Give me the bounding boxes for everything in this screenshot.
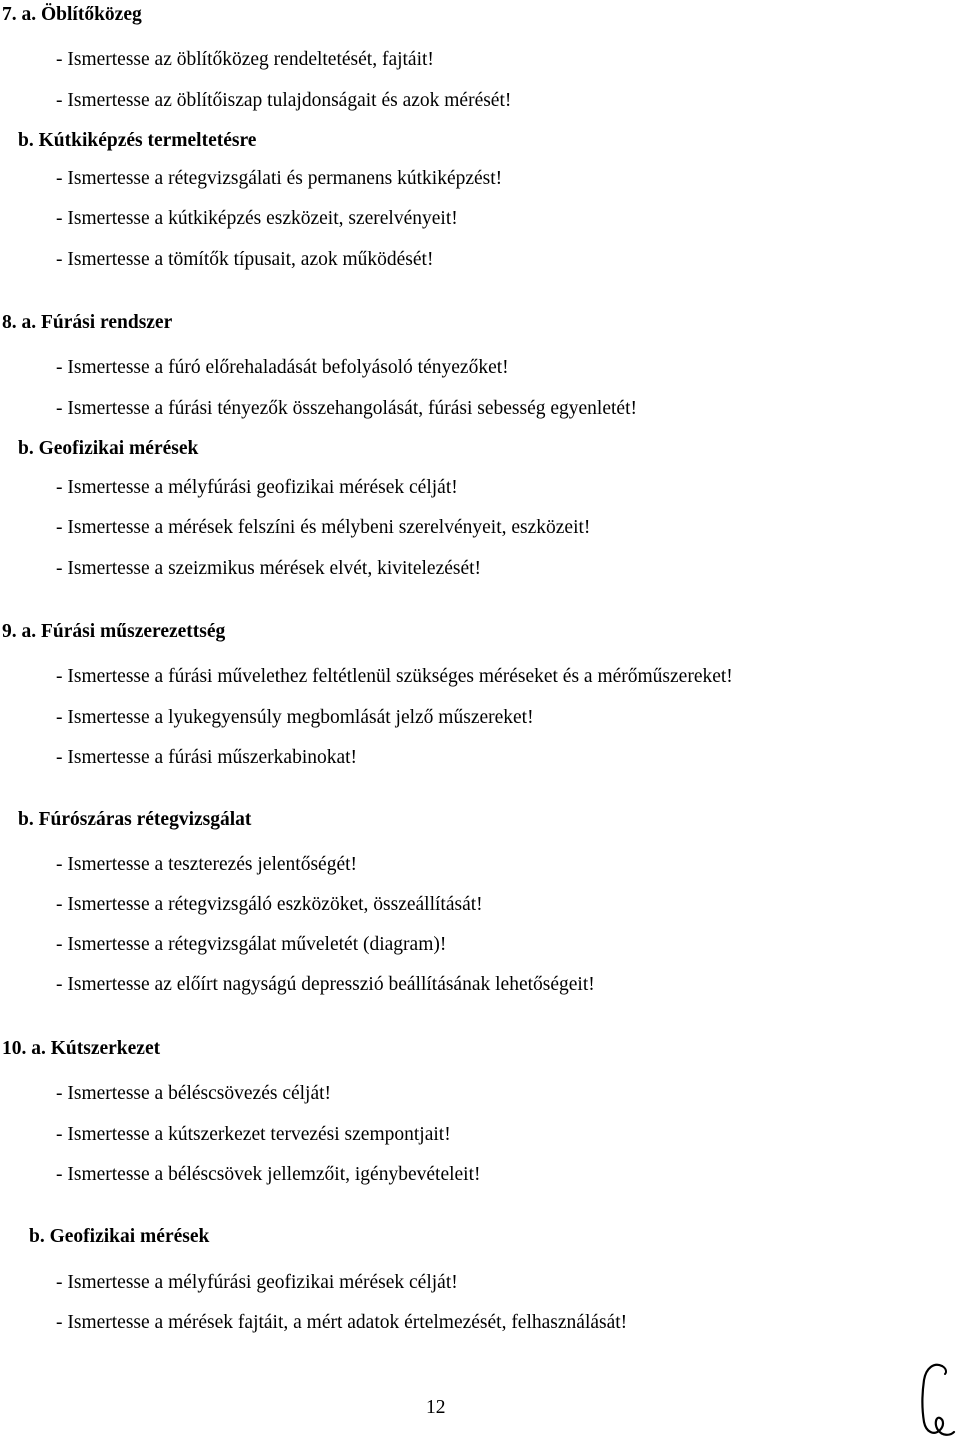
list-item: - Ismertesse a béléscsövezés célját! [56,1083,332,1104]
list-item: - Ismertesse a mérések fajtáit, a mért adatok értelmezését, felhasználását! [56,1312,628,1333]
list-item: - Ismertesse a rétegvizsgáló eszközöket, összeállítását! [56,894,483,915]
list-item: - Ismertesse a kútkiképzés eszközeit, szerelvényeit! [56,208,458,229]
section-heading-9b: b. Fúrószáras rétegvizsgálat [18,809,252,830]
list-item: - Ismertesse a lyukegyensúly megbomlását jelző műszereket! [56,707,534,728]
list-item: - Ismertesse az öblítőiszap tulajdonságait és azok mérését! [56,90,512,111]
section-heading-7b: b. Kútkiképzés termeltetésre [18,130,257,151]
list-item: - Ismertesse a mélyfúrási geofizikai mérések célját! [56,477,458,498]
list-item: - Ismertesse a teszterezés jelentőségét! [56,854,358,875]
section-heading-10b: b. Geofizikai mérések [29,1226,210,1247]
list-item: - Ismertesse a fúrási művelethez feltétlenül szükséges méréseket és a mérőműszereket! [56,666,733,687]
page-number: 12 [426,1397,446,1418]
list-item: - Ismertesse a mérések felszíni és mélybeni szerelvényeit, eszközeit! [56,517,591,538]
list-item: - Ismertesse a béléscsövek jellemzőit, igénybevételeit! [56,1164,481,1185]
list-item: - Ismertesse a tömítők típusait, azok működését! [56,249,434,270]
list-item: - Ismertesse a fúrási műszerkabinokat! [56,747,358,768]
section-heading-7a: 7. a. Öblítőközeg [2,4,142,25]
list-item: - Ismertesse az öblítőközeg rendeltetését, fajtáit! [56,49,434,70]
handwritten-initial-mark [912,1360,956,1445]
section-heading-10a: 10. a. Kútszerkezet [2,1038,161,1059]
list-item: - Ismertesse a rétegvizsgálati és permanens kútkiképzést! [56,168,503,189]
list-item: - Ismertesse a rétegvizsgálat műveletét (diagram)! [56,934,447,955]
section-heading-8b: b. Geofizikai mérések [18,438,199,459]
section-heading-8a: 8. a. Fúrási rendszer [2,312,173,333]
list-item: - Ismertesse az előírt nagyságú depresszió beállításának lehetőségeit! [56,974,595,995]
list-item: - Ismertesse a fúró előrehaladását befolyásoló tényezőket! [56,357,509,378]
list-item: - Ismertesse a fúrási tényezők összehangolását, fúrási sebesség egyenletét! [56,398,637,419]
list-item: - Ismertesse a szeizmikus mérések elvét, kivitelezését! [56,558,482,579]
list-item: - Ismertesse a mélyfúrási geofizikai mérések célját! [56,1272,458,1293]
list-item: - Ismertesse a kútszerkezet tervezési szempontjait! [56,1124,451,1145]
section-heading-9a: 9. a. Fúrási műszerezettség [2,621,226,642]
